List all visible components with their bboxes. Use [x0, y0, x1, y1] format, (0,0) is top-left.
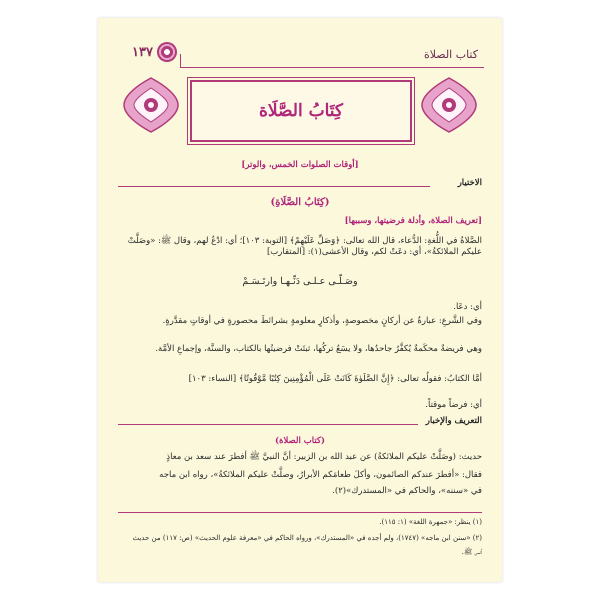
arabesque-ornament-icon	[420, 76, 478, 134]
sub-heading: [تعريف الصلاة، وأدلة فرضيتها، وسببها]	[344, 216, 482, 226]
page-number: ١٣٧	[132, 44, 153, 60]
obligation-paragraph: وهي فريضةٌ محكَمةٌ يُكفَّرُ جاحدُها، ولا يسَعُ تركُها، ثبتَتْ فرضيتُها بالكتاب، والسنَّة، وإجماعِ الأمَّة.	[155, 344, 482, 354]
bracket-heading: [أوقات الصلوات الخمس، والوتر]	[241, 160, 359, 170]
page-number-group	[132, 42, 177, 62]
running-title: كتاب الصلاة	[423, 48, 478, 61]
source-label-2: التعريف والإخبار	[425, 416, 482, 426]
footnote-rule	[118, 512, 482, 513]
hadith-line-3: في «سننه»، والحاكم في «المستدرك»(٢).	[332, 486, 482, 496]
footnote-1: (١) ينظر: «جمهرة اللغة» (١: ١١٥).	[379, 518, 482, 526]
rosette-icon	[157, 42, 177, 62]
definition-paragraph: الصَّلاةُ في اللُّغةِ: الدُّعاء، قال الله تعالى: ﴿وَصَلِّ عَلَيْهِمْ﴾ [التوبة: ١٠٣]؛ أي: ادْعُ لهم، وقال ﷺ: «وصَلَّتْ عليكم الملائكةُ»، أي: دعَتْ لكم، وقال الأعشى(١): [المتقارب]	[127, 236, 482, 258]
arabesque-ornament-icon	[122, 76, 180, 134]
book-heading-2: (كتاب الصلاة)	[274, 436, 326, 446]
sharia-definition: وفي الشَّرعِ: عبارةٌ عن أركانٍ مخصوصةٍ، وأذكارٍ معلومةٍ بشرائطَ محصورةٍ في أوقاتٍ مقدَّرةٍ.	[162, 316, 482, 326]
quran-evidence: أمَّا الكتابُ: فقولُه تعالى: ﴿إِنَّ الصَّلَوٰةَ كَانَتْ عَلَى الْمُؤْمِنِينَ كِتَٰبًا مَّوْقُوتًا﴾ [النساء: ١٠٣]	[188, 374, 482, 384]
source-rule-2	[118, 424, 418, 425]
source-label: الاختيار	[457, 178, 482, 188]
book-heading: (كِتَابُ الصَّلَاةِ)	[270, 197, 330, 208]
hadith-line-2: فقال: «أفطرَ عندكم الصائمون، وأكلَ طعامَكم الأبرارُ، وصلَّتْ عليكم الملائكةُ»، رواه ابن ماجه	[159, 470, 482, 480]
header-divider	[180, 54, 181, 68]
quran-meaning: أي: فرضاً موقتاً.	[425, 400, 482, 410]
book-page	[98, 18, 502, 582]
chapter-title-frame	[190, 80, 412, 142]
paragraph-meaning: أي: دعَا.	[453, 302, 482, 312]
chapter-title: كِتَابُ الصَّلَاة	[258, 101, 344, 121]
header-rule	[180, 67, 484, 68]
source-rule	[118, 186, 430, 187]
footnote-2: (٢) «سنن ابن ماجه» (١٧٤٧)، ولم أجده في «المستدرك»، ورواه الحاكم في «معرفة علوم الحديث» (ص: ١١٧) من حديث	[132, 534, 482, 542]
poetry-verse: وصَـلّـى عـلـى دَنِّـهـا وارتَـسَـمْ	[242, 276, 358, 287]
hadith-line-1: حديث: (وصَلَّتْ عليكم الملائكةُ) عن عبد الله بن الزبير: أنَّ النبيَّ ﷺ أفطرَ عند سعد بن معاذٍ	[166, 452, 482, 462]
footnote-3: أنس ﷺ.	[461, 548, 482, 556]
